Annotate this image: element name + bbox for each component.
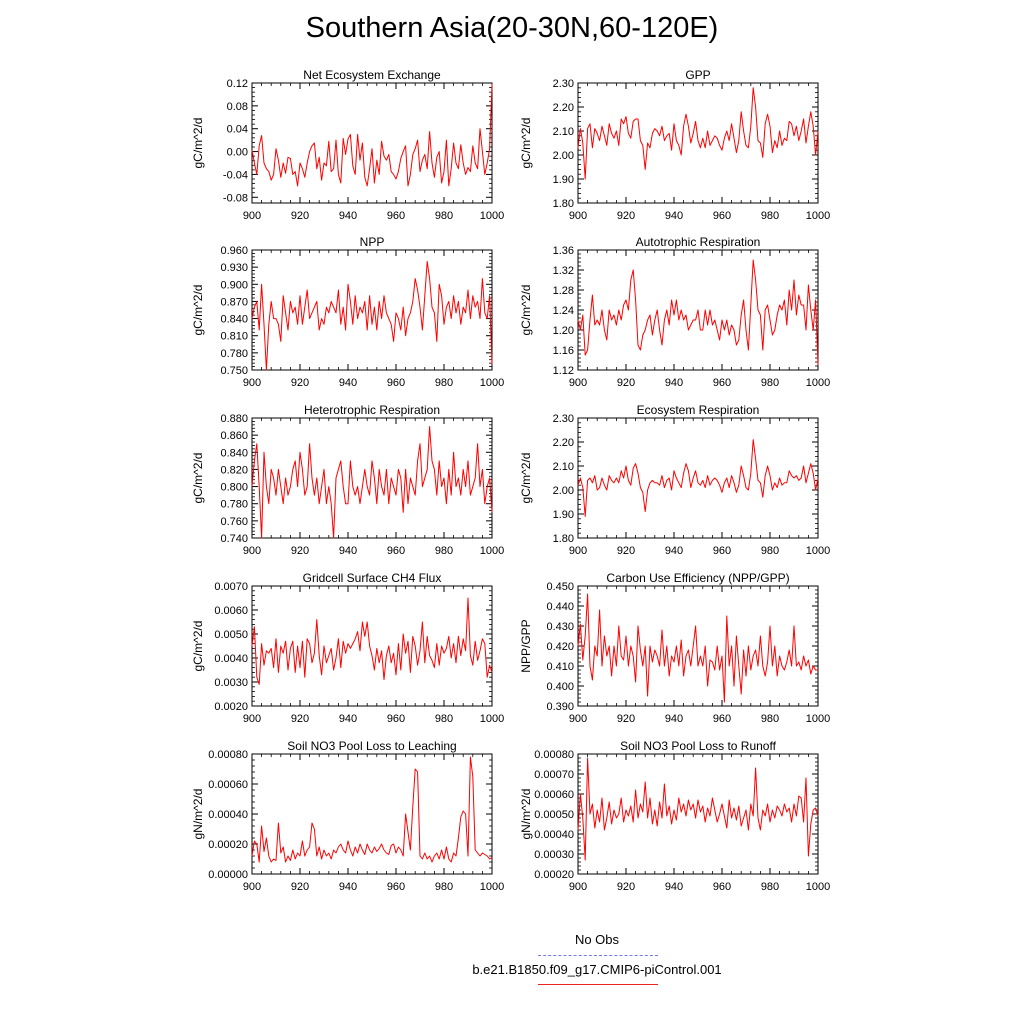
x-tick-label: 940 [664, 545, 684, 557]
panel-title: Soil NO3 Pool Loss to Leaching [287, 739, 457, 753]
legend-label-model-run: b.e21.B1850.f09_g17.CMIP6-piControl.001 [472, 962, 722, 977]
y-tick-label: 2.20 [552, 102, 574, 114]
panel-4 [519, 235, 830, 389]
series-line [252, 84, 492, 186]
x-tick-label: 1000 [479, 210, 505, 222]
x-tick-label: 960 [712, 881, 732, 893]
x-tick-label: 900 [242, 210, 262, 222]
y-tick-label: 1.16 [552, 345, 574, 357]
x-tick-label: 920 [290, 881, 310, 893]
panel-title: GPP [685, 68, 711, 82]
y-tick-label: 1.12 [552, 365, 574, 377]
legend-label-no-obs: No Obs [574, 932, 620, 947]
y-tick-label: 0.00050 [534, 809, 574, 821]
series-line [578, 758, 818, 860]
y-tick-label: 0.00020 [534, 869, 574, 881]
x-tick-label: 960 [712, 545, 732, 557]
y-axis-label: gC/m^2/d [519, 117, 533, 169]
y-tick-label: 0.880 [220, 413, 248, 425]
panel-frame [578, 418, 818, 538]
y-tick-label: 0.00080 [534, 749, 574, 761]
y-tick-label: 0.760 [220, 515, 248, 528]
x-tick-label: 960 [386, 713, 406, 725]
y-tick-label: 1.36 [552, 245, 574, 257]
y-tick-label: 0.870 [220, 296, 248, 309]
x-tick-label: 940 [664, 881, 684, 893]
panel-title: Autotrophic Respiration [635, 235, 761, 249]
panel-title: Net Ecosystem Exchange [303, 68, 441, 82]
x-tick-label: 980 [434, 377, 454, 389]
x-tick-label: 980 [434, 713, 454, 725]
x-tick-label: 960 [712, 377, 732, 389]
series-line [578, 440, 818, 517]
panel-3 [191, 235, 504, 389]
x-tick-label: 980 [760, 545, 780, 557]
y-tick-label: 0.740 [220, 533, 248, 545]
x-tick-label: 900 [568, 377, 588, 389]
x-tick-label: 920 [616, 210, 636, 222]
x-tick-label: 900 [568, 881, 588, 893]
y-tick-label: 2.00 [552, 485, 574, 497]
y-tick-label: 2.00 [552, 150, 574, 162]
x-tick-label: 1000 [805, 881, 831, 893]
panel-6 [519, 403, 830, 557]
y-tick-label: 0.0040 [214, 653, 248, 665]
x-tick-label: 980 [434, 210, 454, 222]
y-tick-label: 0.900 [220, 279, 248, 292]
series-line [578, 88, 818, 179]
x-tick-label: 900 [242, 377, 262, 389]
series-line [578, 260, 818, 365]
y-tick-label: 1.80 [552, 198, 574, 210]
x-tick-label: 940 [338, 210, 358, 222]
y-tick-label: 1.32 [552, 265, 574, 277]
x-tick-label: 980 [760, 881, 780, 893]
y-tick-label: 0.430 [546, 621, 574, 633]
panel-title: Ecosystem Respiration [636, 403, 760, 417]
y-tick-label: 0.440 [546, 601, 574, 613]
x-tick-label: 900 [568, 713, 588, 725]
x-tick-label: 920 [290, 545, 310, 557]
x-tick-label: 980 [434, 881, 454, 893]
y-tick-label: 0.00060 [208, 779, 248, 791]
y-tick-label: 2.30 [552, 413, 574, 425]
y-tick-label: 0.0070 [214, 581, 248, 593]
y-tick-label: 0.08 [226, 100, 248, 113]
x-tick-label: 1000 [805, 377, 831, 389]
x-tick-label: 1000 [805, 713, 831, 725]
x-tick-label: 980 [760, 210, 780, 222]
x-tick-label: 980 [760, 377, 780, 389]
x-tick-label: 920 [616, 713, 636, 725]
panel-title: NPP [359, 235, 385, 249]
x-tick-label: 920 [290, 713, 310, 725]
x-tick-label: 1000 [479, 545, 505, 557]
x-tick-label: 960 [386, 545, 406, 557]
y-tick-label: 0.00000 [208, 869, 248, 881]
y-tick-label: 0.930 [220, 262, 248, 275]
y-axis-label: gC/m^2/d [191, 452, 205, 504]
y-tick-label: 0.0060 [214, 605, 248, 617]
y-tick-label: 0.0020 [214, 701, 248, 713]
y-axis-label: gC/m^2/d [519, 284, 533, 336]
x-tick-label: 900 [568, 210, 588, 222]
y-tick-label: 1.28 [552, 285, 574, 297]
y-tick-label: 0.860 [220, 430, 248, 443]
x-tick-label: 900 [242, 881, 262, 893]
y-axis-label: gC/m^2/d [191, 117, 205, 169]
y-tick-label: 2.10 [552, 126, 574, 138]
y-tick-label: 2.20 [552, 437, 574, 449]
panel-frame [252, 83, 492, 203]
series-line [252, 757, 492, 862]
x-tick-label: 920 [290, 210, 310, 222]
x-tick-label: 940 [664, 210, 684, 222]
figure-title: Southern Asia(20-30N,60-120E) [305, 12, 719, 44]
x-tick-label: 960 [712, 210, 732, 222]
x-tick-label: 1000 [479, 713, 505, 725]
x-tick-label: 940 [664, 377, 684, 389]
x-tick-label: 960 [386, 881, 406, 893]
series-line [578, 594, 818, 702]
x-tick-label: 940 [338, 713, 358, 725]
y-tick-label: 0.960 [220, 245, 248, 257]
x-tick-label: 980 [434, 545, 454, 557]
y-axis-label: gC/m^2/d [519, 452, 533, 504]
y-tick-label: 0.00040 [208, 809, 248, 821]
x-tick-label: 1000 [805, 210, 831, 222]
y-tick-label: 0.800 [220, 481, 248, 494]
y-tick-label: 0.820 [220, 464, 248, 477]
x-tick-label: 940 [338, 545, 358, 557]
panel-10 [519, 739, 830, 893]
panel-frame [252, 418, 492, 538]
x-tick-label: 940 [338, 377, 358, 389]
panel-frame [252, 586, 492, 706]
panel-title: Heterotrophic Respiration [303, 403, 441, 417]
y-tick-label: 0.12 [226, 78, 248, 90]
panel-1 [191, 68, 504, 222]
y-axis-label: gC/m^2/d [191, 284, 205, 336]
x-tick-label: 980 [760, 713, 780, 725]
y-tick-label: 0.00030 [534, 849, 574, 861]
x-tick-label: 920 [616, 881, 636, 893]
y-tick-label: 0.00040 [534, 829, 574, 841]
x-tick-label: 960 [712, 713, 732, 725]
y-tick-label: 1.90 [552, 509, 574, 521]
y-axis-label: NPP/GPP [519, 619, 533, 673]
y-tick-label: 0.400 [546, 681, 574, 693]
series-line [252, 261, 492, 370]
y-axis-label: gC/m^2/d [191, 620, 205, 672]
x-tick-label: 900 [568, 545, 588, 557]
x-tick-label: 1000 [805, 545, 831, 557]
y-tick-label: 0.00 [226, 146, 248, 159]
y-tick-label: 2.30 [552, 78, 574, 90]
panel-5 [191, 403, 504, 557]
panel-title: Carbon Use Efficiency (NPP/GPP) [606, 571, 790, 585]
x-tick-label: 1000 [479, 377, 505, 389]
y-tick-label: 0.410 [546, 661, 574, 673]
series-line [252, 598, 492, 684]
x-tick-label: 940 [664, 713, 684, 725]
y-tick-label: 0.00060 [534, 789, 574, 801]
y-tick-label: 0.810 [220, 330, 248, 343]
y-tick-label: 1.20 [552, 325, 574, 337]
x-tick-label: 960 [386, 210, 406, 222]
y-tick-label: 0.840 [220, 313, 248, 326]
x-tick-label: 1000 [479, 881, 505, 893]
y-axis-label: gN/m^2/d [191, 788, 205, 840]
y-tick-label: 0.0050 [214, 629, 248, 641]
series-line [252, 427, 492, 538]
panel-2 [519, 68, 830, 222]
y-tick-label: 1.90 [552, 174, 574, 186]
y-tick-label: 0.450 [546, 581, 574, 593]
y-tick-label: 2.10 [552, 461, 574, 473]
y-tick-label: 0.390 [546, 701, 574, 713]
y-tick-label: -0.04 [222, 169, 248, 182]
x-tick-label: 900 [242, 545, 262, 557]
x-tick-label: 920 [616, 377, 636, 389]
panel-8 [519, 571, 830, 725]
y-tick-label: 0.00070 [534, 769, 574, 781]
x-tick-label: 920 [616, 545, 636, 557]
y-tick-label: 1.80 [552, 533, 574, 545]
y-tick-label: 0.780 [220, 498, 248, 511]
y-tick-label: 0.750 [220, 365, 248, 377]
y-tick-label: -0.08 [222, 192, 248, 205]
x-tick-label: 940 [338, 881, 358, 893]
y-axis-label: gN/m^2/d [519, 788, 533, 840]
x-tick-label: 900 [242, 713, 262, 725]
panel-9 [191, 739, 504, 893]
y-tick-label: 0.0030 [214, 677, 248, 689]
panel-title: Gridcell Surface CH4 Flux [302, 571, 442, 585]
y-tick-label: 0.780 [220, 347, 248, 360]
x-tick-label: 920 [290, 377, 310, 389]
y-tick-label: 0.840 [220, 447, 248, 460]
panel-7 [191, 571, 504, 725]
panel-title: Soil NO3 Pool Loss to Runoff [620, 739, 776, 753]
y-tick-label: 0.04 [226, 123, 248, 136]
y-tick-label: 0.420 [546, 641, 574, 653]
x-tick-label: 960 [386, 377, 406, 389]
y-tick-label: 1.24 [552, 305, 574, 317]
y-tick-label: 0.00020 [208, 839, 248, 851]
y-tick-label: 0.00080 [208, 749, 248, 761]
